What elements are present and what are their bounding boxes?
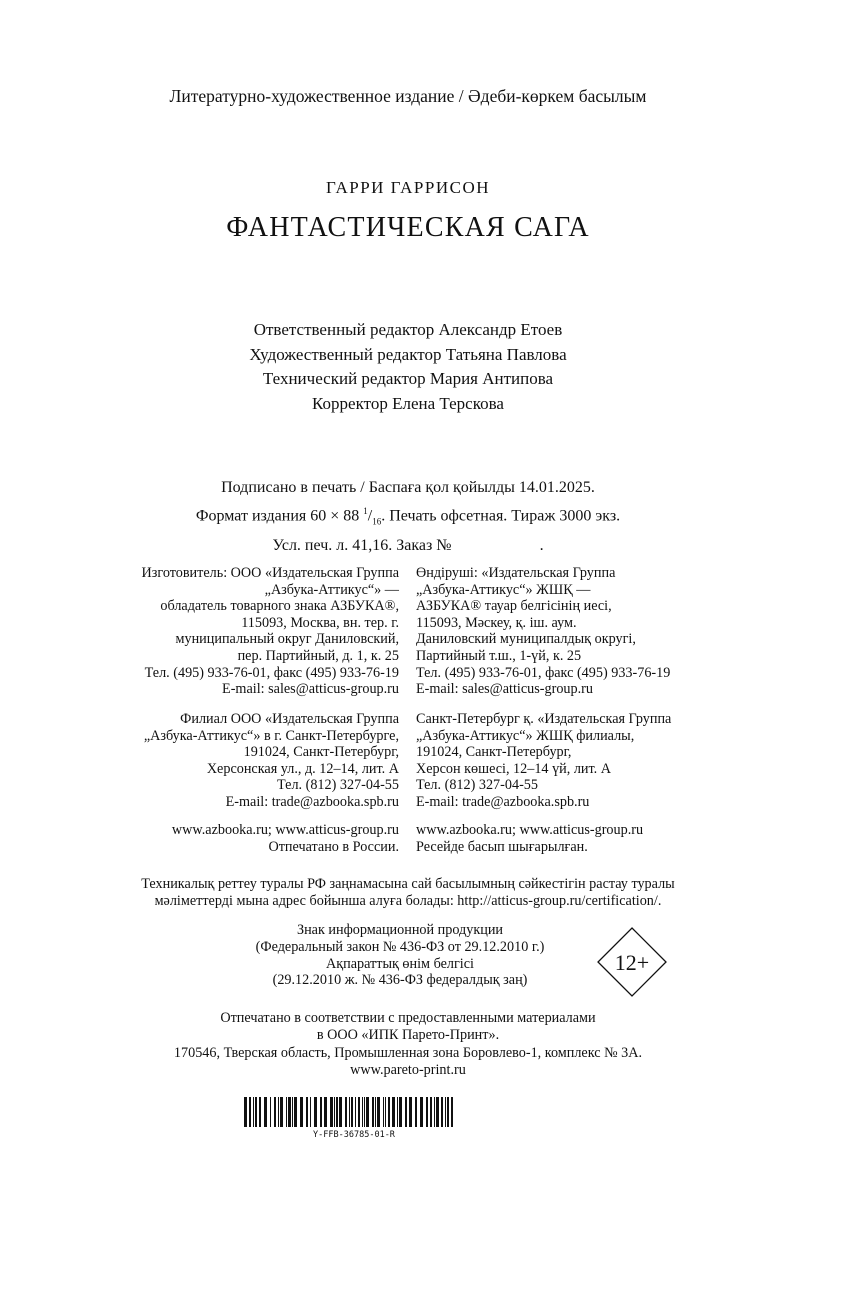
manufacturer-ru: [60, 565, 399, 698]
editors-block: [0, 318, 816, 416]
barcode-bar: [292, 1097, 293, 1127]
branch-ru-line: Тел. (812) 327-04-55: [277, 777, 399, 794]
certification-note: [0, 876, 816, 910]
barcode-bar: [383, 1097, 384, 1127]
manufacturer-kz-email: E-mail: sales@atticus-group.ru: [416, 681, 593, 698]
manufacturer-ru-line: 115093, Москва, вн. тер. г.: [241, 614, 399, 631]
branch-kz-line: Херсон көшесі, 12–14 үй, лит. А: [416, 760, 612, 777]
branch-ru-line: Филиал ООО «Издательская Группа: [180, 711, 399, 727]
order-line: [0, 534, 816, 558]
manufacturer-kz: [416, 565, 816, 698]
manufacturer-kz-line: 115093, Мәскеу, қ. іш. аум.: [416, 614, 577, 631]
barcode-bar: [375, 1097, 376, 1127]
barcode-bar: [288, 1097, 291, 1127]
manufacturer-ru-line: Тел. (495) 933-76-01, факс (495) 933-76-19: [144, 664, 399, 681]
barcode-bar: [294, 1097, 297, 1127]
manufacturer-kz-line: „Азбука-Аттикус“» ЖШҚ —: [416, 581, 591, 598]
age-rating-text: 12+: [614, 950, 650, 975]
manufacturer-kz-line: Даниловский муниципалдық округі,: [416, 631, 636, 648]
websites-ru: www.azbooka.ru; www.atticus-group.ru: [171, 822, 399, 838]
info-sign-line: Ақпараттық өнім белгісі: [326, 955, 474, 972]
editor-line: Технический редактор Мария Антипова: [262, 369, 554, 388]
format-slash: /: [367, 506, 373, 524]
barcode-bar: [362, 1097, 363, 1127]
print-info-block: [0, 476, 816, 557]
edition-type: Литературно-художественное издание / Әдеби-көркем басылым: [169, 86, 647, 106]
barcode-bar: [364, 1097, 365, 1127]
editor-line: Ответственный редактор Александр Етоев: [253, 320, 563, 339]
barcode-bar: [409, 1097, 412, 1127]
branch-ru-line: „Азбука-Аттикус“» в г. Санкт-Петербурге,: [143, 727, 399, 744]
barcode-bar: [336, 1097, 338, 1127]
barcode-bar: [372, 1097, 374, 1127]
barcode-bar: [314, 1097, 317, 1127]
barcode-bar: [358, 1097, 360, 1127]
printer-website: www.pareto-print.ru: [350, 1062, 466, 1079]
info-sign-line: (29.12.2010 ж. № 436-ФЗ федералдық заң): [272, 972, 528, 989]
book-title: ФАНТАСТИЧЕСКАЯ САГА: [226, 212, 590, 243]
branch-kz-line: Тел. (812) 327-04-55: [416, 777, 538, 794]
format-suffix: . Печать офсетная. Тираж 3000 экз.: [381, 506, 621, 524]
barcode-bar: [415, 1097, 417, 1127]
barcode-bar: [434, 1097, 435, 1127]
barcode-bar: [447, 1097, 449, 1127]
manufacturer-kz-line: АЗБУКА® тауар белгісінің иесі,: [416, 598, 612, 615]
format-denominator: 16: [372, 516, 382, 527]
printer-line: 170546, Тверская область, Промышленная зона Боровлево-1, комплекс № 3А.: [173, 1044, 643, 1061]
barcode-bar: [306, 1097, 308, 1127]
printer-line: Отпечатано в соответствии с предоставленными материалами: [220, 1010, 596, 1026]
printed-in-kz: Ресейде басып шығарылған.: [416, 838, 588, 855]
barcode-bar: [324, 1097, 327, 1127]
branch-ru: [60, 711, 399, 811]
barcode-bar: [399, 1097, 402, 1127]
age-rating-badge: [597, 927, 667, 997]
format-line: [0, 500, 816, 534]
barcode-bar: [385, 1097, 386, 1127]
printer-line: в ООО «ИПК Парето-Принт».: [316, 1027, 500, 1044]
barcode-bar: [366, 1097, 369, 1127]
barcode-bar: [339, 1097, 342, 1127]
web-kz: [416, 822, 816, 855]
barcode: [244, 1097, 456, 1127]
barcode-bar: [255, 1097, 257, 1127]
barcode-bar: [426, 1097, 428, 1127]
printed-in-ru: Отпечатано в России.: [268, 838, 399, 855]
barcode-bar: [300, 1097, 303, 1127]
barcode-bar: [264, 1097, 267, 1127]
barcode-bar: [420, 1097, 423, 1127]
branch-ru-line: Херсонская ул., д. 12–14, лит. А: [206, 760, 399, 777]
order-suffix: .: [539, 536, 544, 554]
barcode-bar: [441, 1097, 443, 1127]
editor-line: Художественный редактор Татьяна Павлова: [249, 344, 567, 364]
barcode-bar: [330, 1097, 333, 1127]
barcode-bar: [351, 1097, 353, 1127]
info-sign-line: (Федеральный закон № 436-ФЗ от 29.12.2010 г.): [255, 938, 545, 955]
barcode-bar: [430, 1097, 432, 1127]
barcode-bar: [259, 1097, 261, 1127]
barcode-bar: [436, 1097, 439, 1127]
manufacturer-ru-line: муниципальный округ Даниловский,: [175, 631, 399, 648]
barcode-bar: [355, 1097, 356, 1127]
barcode-bar: [349, 1097, 350, 1127]
branch-kz-email: E-mail: trade@azbooka.spb.ru: [416, 793, 590, 810]
printer-block: [0, 1010, 816, 1080]
author-name: ГАРРИ ГАРРИСОН: [325, 178, 491, 197]
barcode-bar: [280, 1097, 283, 1127]
manufacturer-ru-line: „Азбука-Аттикус“» —: [264, 581, 399, 598]
manufacturer-kz-line: Өндіруші: «Издательская Группа: [416, 565, 616, 581]
manufacturer-ru-line: обладатель товарного знака АЗБУКА®,: [160, 598, 399, 615]
order-prefix: Усл. печ. л. 41,16. Заказ №: [272, 536, 452, 554]
barcode-bar: [310, 1097, 311, 1127]
barcode-bar: [451, 1097, 453, 1127]
format-prefix: Формат издания 60 × 88: [195, 506, 364, 524]
branch-kz-line: „Азбука-Аттикус“» ЖШҚ филиалы,: [416, 727, 635, 744]
certification-line: мәліметтерді мына адрес бойынша алуға болады: http://atticus-group.ru/certification/.: [154, 892, 662, 909]
manufacturer-ru-line: пер. Партийный, д. 1, к. 25: [237, 647, 399, 664]
barcode-bar: [320, 1097, 322, 1127]
barcode-caption: Y-FFB-36785-01-R: [313, 1130, 395, 1140]
barcode-bar: [388, 1097, 390, 1127]
manufacturer-ru-line: Изготовитель: ООО «Издательская Группа: [141, 565, 399, 581]
barcode-bar: [345, 1097, 347, 1127]
barcode-bar: [334, 1097, 335, 1127]
barcode-bar: [397, 1097, 398, 1127]
barcode-bar: [445, 1097, 446, 1127]
barcode-bar: [274, 1097, 276, 1127]
barcode-bar: [392, 1097, 395, 1127]
barcode-bar: [286, 1097, 287, 1127]
info-sign-line: Знак информационной продукции: [296, 922, 504, 938]
manufacturer-ru-email: E-mail: sales@atticus-group.ru: [222, 681, 399, 698]
websites-kz: www.azbooka.ru; www.atticus-group.ru: [416, 822, 644, 838]
barcode-bar: [244, 1097, 247, 1127]
branch-kz-line: 191024, Санкт-Петербург,: [416, 744, 572, 761]
format-numerator: 1: [363, 505, 368, 516]
web-ru: [60, 822, 399, 855]
manufacturer-kz-line: Партийный т.ш., 1-үй, к. 25: [416, 647, 582, 664]
barcode-bar: [377, 1097, 380, 1127]
branch-kz: [416, 711, 816, 811]
branch-ru-line: 191024, Санкт-Петербург,: [243, 744, 399, 761]
editor-line: Корректор Елена Терскова: [312, 393, 504, 413]
barcode-bar: [253, 1097, 254, 1127]
barcode-bar: [249, 1097, 251, 1127]
branch-kz-line: Санкт-Петербург қ. «Издательская Группа: [416, 711, 672, 727]
info-product-sign: [180, 922, 620, 989]
manufacturer-kz-line: Тел. (495) 933-76-01, факс (495) 933-76-19: [416, 664, 671, 681]
barcode-bar: [405, 1097, 407, 1127]
branch-ru-email: E-mail: trade@azbooka.spb.ru: [225, 793, 399, 810]
barcode-bar: [278, 1097, 279, 1127]
certification-line: Техникалық реттеу туралы РФ заңнамасына сай басылымның сәйкестігін растау туралы: [141, 876, 675, 892]
barcode-bar: [270, 1097, 271, 1127]
signed-date: Подписано в печать / Баспаға қол қойылды 14.01.2025.: [221, 479, 595, 496]
